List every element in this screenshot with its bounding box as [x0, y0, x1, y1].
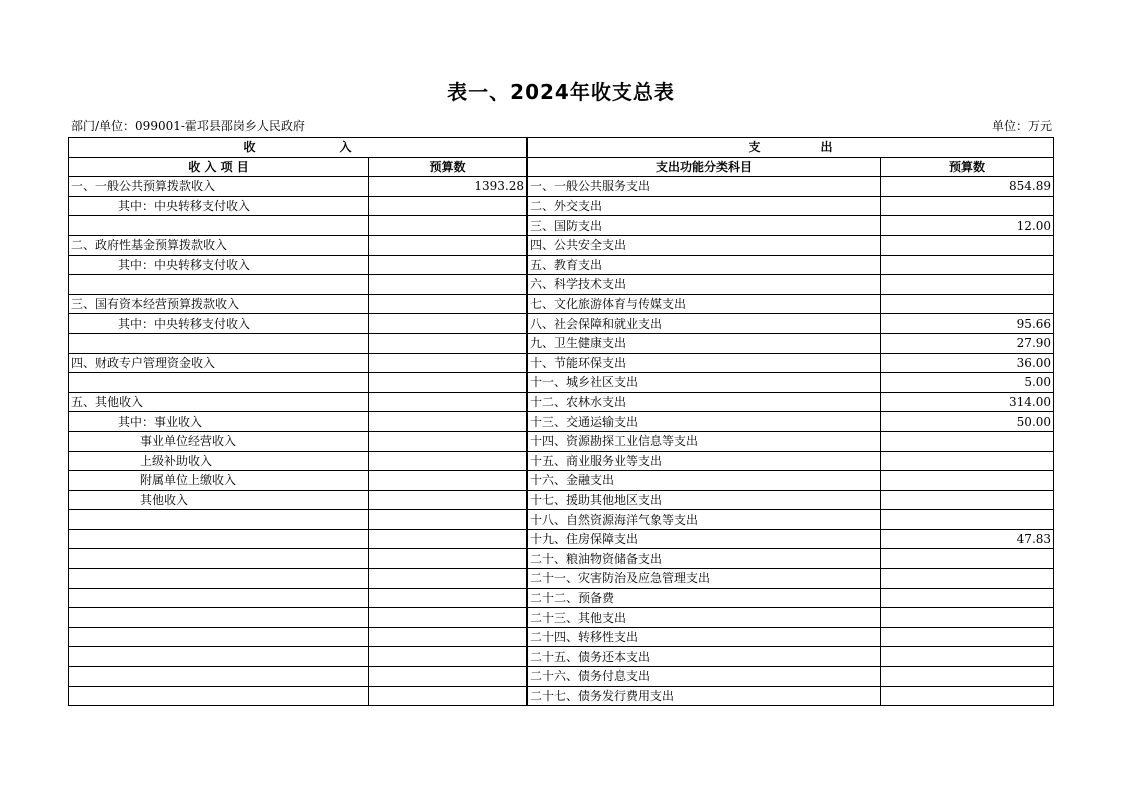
income-value-cell — [369, 667, 527, 687]
expense-value-cell — [881, 627, 1054, 647]
income-value-cell — [369, 569, 527, 589]
expense-value-cell: 27.90 — [881, 333, 1054, 353]
income-value-cell — [369, 333, 527, 353]
header-row-group — [69, 138, 1054, 158]
table-row — [69, 196, 1054, 216]
table-row — [69, 275, 1054, 295]
income-value-cell — [369, 235, 527, 255]
expense-value-cell — [881, 294, 1054, 314]
expense-item-cell: 四、公共安全支出 — [528, 235, 881, 255]
income-item-cell: 四、财政专户管理资金收入 — [69, 353, 369, 373]
income-value-cell — [369, 471, 527, 491]
page-title: 表一、2024年收支总表 — [447, 80, 675, 104]
income-item-cell — [69, 216, 369, 236]
table-body — [69, 138, 1054, 706]
expense-value-cell — [881, 549, 1054, 569]
expense-item-cell: 十二、农林水支出 — [528, 392, 881, 412]
income-item-cell — [69, 549, 369, 569]
expense-item-cell: 二十四、转移性支出 — [528, 627, 881, 647]
income-item-cell — [69, 373, 369, 393]
expense-value-cell — [881, 255, 1054, 275]
expense-value-cell — [881, 667, 1054, 687]
expense-item-cell: 十、节能环保支出 — [528, 353, 881, 373]
table-row — [69, 667, 1054, 687]
expense-value-cell — [881, 275, 1054, 295]
income-value-cell — [369, 608, 527, 628]
expense-value-cell: 854.89 — [881, 177, 1054, 197]
expense-value-cell: 50.00 — [881, 412, 1054, 432]
expense-value-cell — [881, 647, 1054, 667]
income-value-cell — [369, 216, 527, 236]
table-row — [69, 353, 1054, 373]
income-item-cell — [69, 686, 369, 706]
income-item-cell: 上级补助收入 — [69, 451, 369, 471]
income-item-cell — [69, 608, 369, 628]
income-item-cell: 二、政府性基金预算拨款收入 — [69, 235, 369, 255]
expense-value-cell — [881, 490, 1054, 510]
expense-value-cell — [881, 569, 1054, 589]
budget-table — [68, 137, 1054, 706]
expense-item-cell: 二十、粮油物资储备支出 — [528, 549, 881, 569]
table-row — [69, 549, 1054, 569]
expense-value-cell — [881, 588, 1054, 608]
expense-value-cell: 95.66 — [881, 314, 1054, 334]
income-item-cell: 其中：中央转移支付收入 — [69, 255, 369, 275]
table-row — [69, 647, 1054, 667]
expense-item-cell: 十九、住房保障支出 — [528, 529, 881, 549]
expense-item-cell: 三、国防支出 — [528, 216, 881, 236]
income-item-cell — [69, 647, 369, 667]
income-item-cell: 其中：中央转移支付收入 — [69, 314, 369, 334]
income-value-cell — [369, 686, 527, 706]
income-value-cell — [369, 412, 527, 432]
income-value-cell — [369, 275, 527, 295]
table-row — [69, 627, 1054, 647]
expense-item-cell: 二十七、债务发行费用支出 — [528, 686, 881, 706]
expense-item-cell: 二十三、其他支出 — [528, 608, 881, 628]
expense-item-header: 支出功能分类科目 — [528, 157, 881, 177]
table-row — [69, 529, 1054, 549]
expense-item-cell: 十八、自然资源海洋气象等支出 — [528, 510, 881, 530]
income-value-cell — [369, 490, 527, 510]
income-item-cell: 附属单位上缴收入 — [69, 471, 369, 491]
expense-value-cell — [881, 235, 1054, 255]
expense-value-cell: 36.00 — [881, 353, 1054, 373]
table-row — [69, 569, 1054, 589]
expense-item-cell: 二、外交支出 — [528, 196, 881, 216]
income-value-cell — [369, 627, 527, 647]
expense-item-cell: 十六、金融支出 — [528, 471, 881, 491]
expense-item-cell: 五、教育支出 — [528, 255, 881, 275]
income-budget-header: 预算数 — [369, 157, 527, 177]
expense-item-cell: 十四、资源勘探工业信息等支出 — [528, 431, 881, 451]
expense-budget-header: 预算数 — [881, 157, 1054, 177]
expense-value-cell — [881, 196, 1054, 216]
income-value-cell — [369, 451, 527, 471]
income-item-cell — [69, 627, 369, 647]
income-item-cell: 三、国有资本经营预算拨款收入 — [69, 294, 369, 314]
expense-value-cell — [881, 686, 1054, 706]
table-row — [69, 490, 1054, 510]
expense-value-cell: 47.83 — [881, 529, 1054, 549]
income-item-cell — [69, 667, 369, 687]
table-row — [69, 373, 1054, 393]
income-item-cell: 五、其他收入 — [69, 392, 369, 412]
expense-value-cell — [881, 471, 1054, 491]
expense-item-cell: 二十六、债务付息支出 — [528, 667, 881, 687]
header-row-columns — [69, 157, 1054, 177]
expense-item-cell: 八、社会保障和就业支出 — [528, 314, 881, 334]
expense-value-cell — [881, 451, 1054, 471]
table-row — [69, 451, 1054, 471]
expense-item-cell: 十三、交通运输支出 — [528, 412, 881, 432]
income-value-cell — [369, 373, 527, 393]
income-item-cell — [69, 529, 369, 549]
income-value-cell — [369, 529, 527, 549]
income-item-cell — [69, 588, 369, 608]
table-row — [69, 686, 1054, 706]
expense-group-header: 支 出 — [528, 138, 1054, 158]
expense-item-cell: 十一、城乡社区支出 — [528, 373, 881, 393]
expense-value-cell: 5.00 — [881, 373, 1054, 393]
income-value-cell: 1393.28 — [369, 177, 527, 197]
table-row — [69, 588, 1054, 608]
income-item-cell: 其中：中央转移支付收入 — [69, 196, 369, 216]
table-row — [69, 216, 1054, 236]
income-value-cell — [369, 294, 527, 314]
table-row — [69, 608, 1054, 628]
expense-value-cell — [881, 431, 1054, 451]
table-row — [69, 333, 1054, 353]
income-value-cell — [369, 196, 527, 216]
table-row — [69, 235, 1054, 255]
income-value-cell — [369, 392, 527, 412]
expense-item-cell: 六、科学技术支出 — [528, 275, 881, 295]
expense-item-cell: 十五、商业服务业等支出 — [528, 451, 881, 471]
table-row — [69, 294, 1054, 314]
expense-value-cell — [881, 608, 1054, 628]
income-value-cell — [369, 549, 527, 569]
income-value-cell — [369, 353, 527, 373]
income-item-cell: 事业单位经营收入 — [69, 431, 369, 451]
expense-item-cell: 一、一般公共服务支出 — [528, 177, 881, 197]
expense-item-cell: 二十一、灾害防治及应急管理支出 — [528, 569, 881, 589]
table-row — [69, 177, 1054, 197]
table-row — [69, 431, 1054, 451]
table-row — [69, 471, 1054, 491]
expense-item-cell: 二十五、债务还本支出 — [528, 647, 881, 667]
expense-item-cell: 十七、援助其他地区支出 — [528, 490, 881, 510]
income-item-cell: 其他收入 — [69, 490, 369, 510]
table-row — [69, 392, 1054, 412]
expense-item-cell: 二十二、预备费 — [528, 588, 881, 608]
unit-label: 单位：万元 — [991, 119, 1052, 133]
income-item-cell — [69, 333, 369, 353]
expense-value-cell: 12.00 — [881, 216, 1054, 236]
expense-value-cell — [881, 510, 1054, 530]
income-item-cell — [69, 510, 369, 530]
expense-value-cell: 314.00 — [881, 392, 1054, 412]
income-value-cell — [369, 647, 527, 667]
expense-item-cell: 九、卫生健康支出 — [528, 333, 881, 353]
income-item-cell: 一、一般公共预算拨款收入 — [69, 177, 369, 197]
expense-item-cell: 七、文化旅游体育与传媒支出 — [528, 294, 881, 314]
income-item-cell — [69, 275, 369, 295]
income-item-cell: 其中：事业收入 — [69, 412, 369, 432]
income-item-header: 收 入 项 目 — [69, 157, 369, 177]
table-row — [69, 510, 1054, 530]
income-item-cell — [69, 569, 369, 589]
income-value-cell — [369, 510, 527, 530]
income-group-header: 收 入 — [69, 138, 527, 158]
income-value-cell — [369, 588, 527, 608]
department-label: 部门/单位：099001-霍邛县邵岗乡人民政府 — [71, 119, 305, 133]
table-row — [69, 314, 1054, 334]
income-value-cell — [369, 314, 527, 334]
table-row — [69, 255, 1054, 275]
income-value-cell — [369, 431, 527, 451]
income-value-cell — [369, 255, 527, 275]
table-row — [69, 412, 1054, 432]
